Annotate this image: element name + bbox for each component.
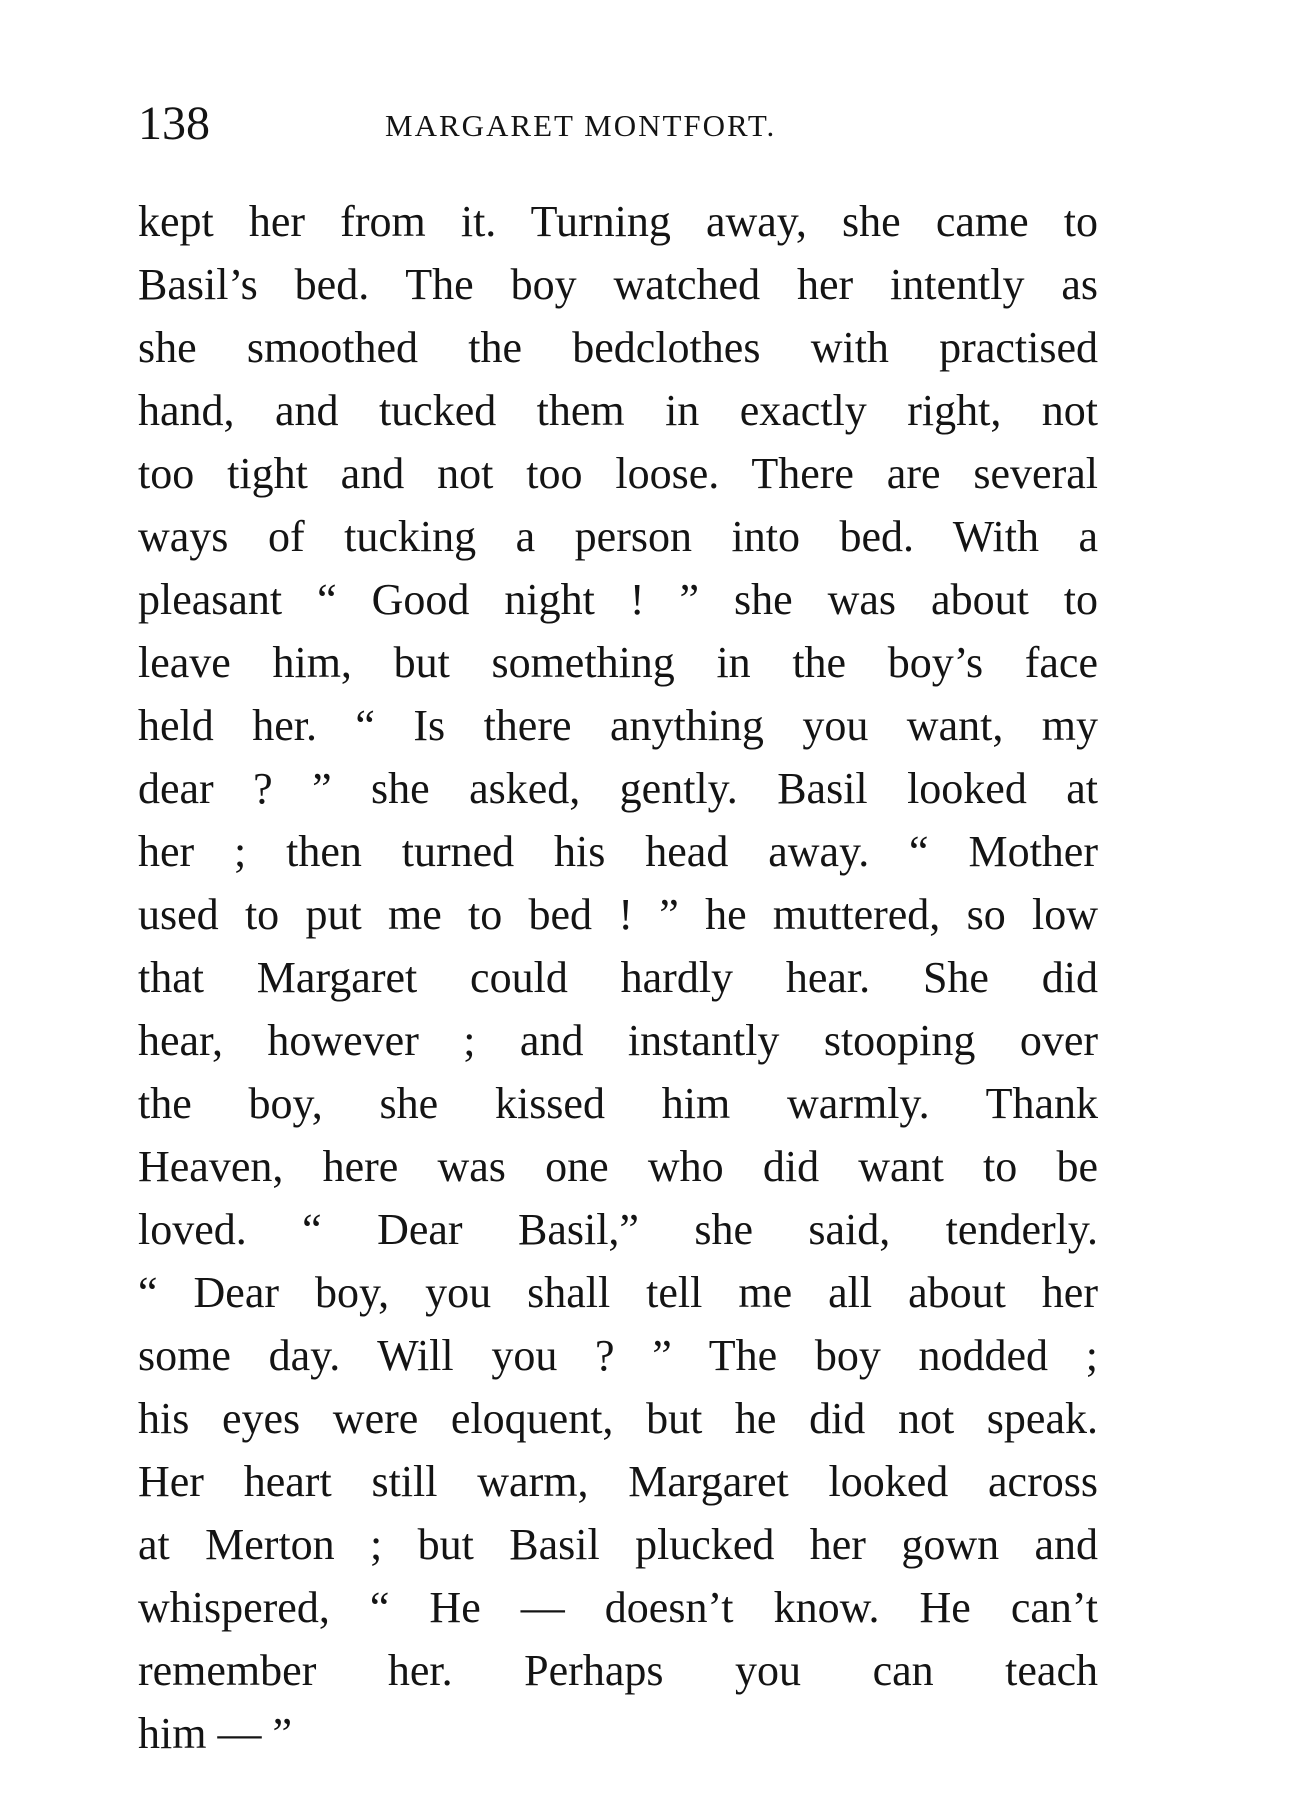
text-line: her ; then turned his head away. “ Mother [138,827,1098,876]
text-line: hear, however ; and instantly stooping over [138,1016,1098,1065]
text-line: hand, and tucked them in exactly right, not [138,386,1098,435]
text-line: whispered, “ He — doesn’t know. He can’t [138,1583,1098,1632]
text-line: kept her from it. Turning away, she came to [138,197,1098,246]
text-line: ways of tucking a person into bed. With a [138,512,1098,561]
page-number: 138 [138,97,210,150]
text-line: Heaven, here was one who did want to be [138,1142,1098,1191]
text-line: she smoothed the bedclothes with practised [138,323,1098,372]
text-line: his eyes were eloquent, but he did not speak. [138,1394,1098,1443]
text-line: held her. “ Is there anything you want, my [138,701,1098,750]
text-line: that Margaret could hardly hear. She did [138,953,1098,1002]
text-line: loved. “ Dear Basil,” she said, tenderly. [138,1205,1098,1254]
running-title: MARGARET MONTFORT. [385,108,777,143]
text-line: leave him, but something in the boy’s face [138,638,1098,687]
text-line: at Merton ; but Basil plucked her gown and [138,1520,1098,1569]
text-line: Basil’s bed. The boy watched her intently as [138,260,1098,309]
text-line: remember her. Perhaps you can teach [138,1646,1098,1695]
text-line: used to put me to bed ! ” he muttered, so low [138,890,1098,939]
text-line: the boy, she kissed him warmly. Thank [138,1079,1098,1128]
text-line: dear ? ” she asked, gently. Basil looked at [138,764,1098,813]
body-text [138,190,1098,1765]
text-line: some day. Will you ? ” The boy nodded ; [138,1331,1098,1380]
running-head [138,92,1118,156]
text-line: “ Dear boy, you shall tell me all about her [138,1268,1098,1317]
text-line: pleasant “ Good night ! ” she was about to [138,575,1098,624]
text-line: him — ” [138,1709,292,1758]
text-line: too tight and not too loose. There are several [138,449,1098,498]
text-line: Her heart still warm, Margaret looked across [138,1457,1098,1506]
